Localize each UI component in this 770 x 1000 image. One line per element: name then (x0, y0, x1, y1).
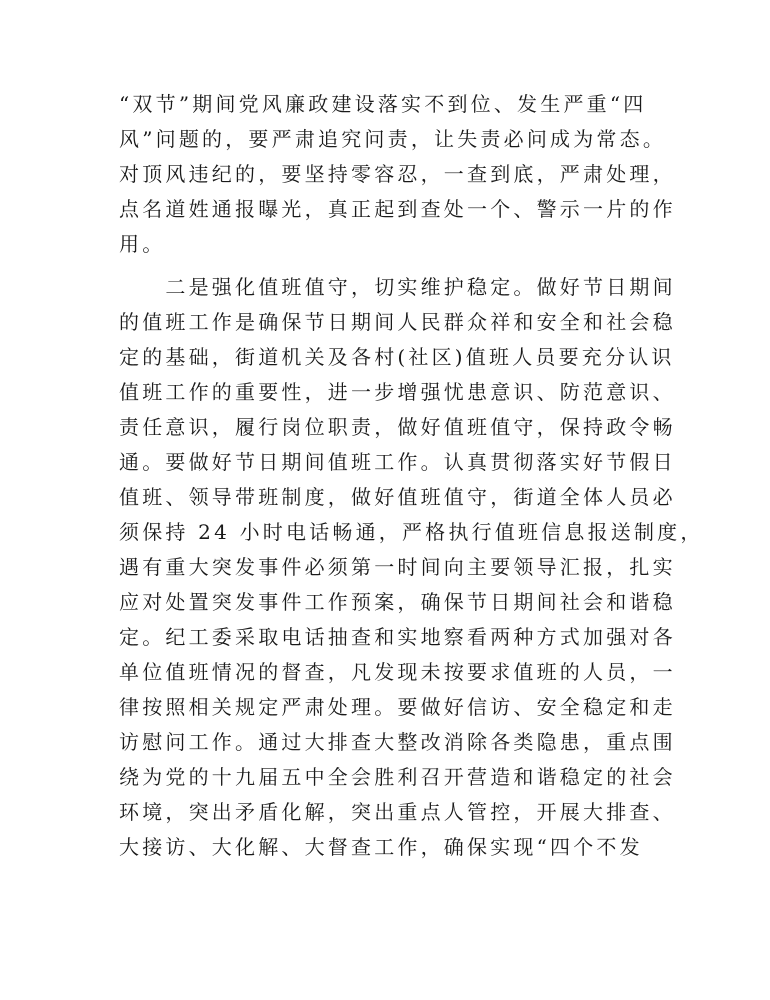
text-line: 对顶风违纪的，要坚持零容忍，一查到底，严肃处理， (119, 162, 676, 186)
text-line: 须保持 24 小时电话畅通，严格执行值班信息报送制度， (119, 520, 704, 544)
text-line: 定。纪工委采取电话抽查和实地察看两种方式加强对各 (119, 625, 676, 649)
text-line: 定的基础，街道机关及各村(社区)值班人员要充分认识 (119, 345, 675, 369)
text-line: 大接访、大化解、大督查工作，确保实现“四个不发 (119, 835, 643, 859)
text-line: 绕为党的十九届五中全会胜利召开营造和谐稳定的社会 (119, 765, 676, 789)
text-line: 应对处置突发事件工作预案，确保节日期间社会和谐稳 (119, 590, 676, 614)
text-line: 点名道姓通报曝光，真正起到查处一个、警示一片的作 (119, 197, 676, 221)
text-line: 环境，突出矛盾化解，突出重点人管控，开展大排查、 (119, 800, 676, 824)
text-line: 访慰问工作。通过大排查大整改消除各类隐患，重点围 (119, 730, 676, 754)
text-line: 遇有重大突发事件必须第一时间向主要领导汇报，扎实 (119, 555, 676, 579)
text-line: 单位值班情况的督查，凡发现未按要求值班的人员，一 (119, 660, 676, 684)
text-line: 值班、领导带班制度，做好值班值守，街道全体人员必 (119, 485, 676, 509)
text-line: 的值班工作是确保节日期间人民群众祥和安全和社会稳 (119, 310, 676, 334)
text-line: 通。要做好节日期间值班工作。认真贯彻落实好节假日 (119, 450, 676, 474)
text-line: 值班工作的重要性，进一步增强忧患意识、防范意识、 (119, 380, 676, 404)
text-line: 用。 (119, 232, 166, 256)
text-line: 律按照相关规定严肃处理。要做好信访、安全稳定和走 (119, 695, 676, 719)
text-line: 责任意识，履行岗位职责，做好值班值守，保持政令畅 (119, 415, 676, 439)
text-line: 二是强化值班值守，切实维护稳定。做好节日期间 (119, 275, 676, 299)
text-line: “双节”期间党风廉政建设落实不到位、发生严重“四 (119, 92, 647, 116)
text-line: 风”问题的，要严肃追究问责，让失责必问成为常态。 (119, 127, 667, 151)
